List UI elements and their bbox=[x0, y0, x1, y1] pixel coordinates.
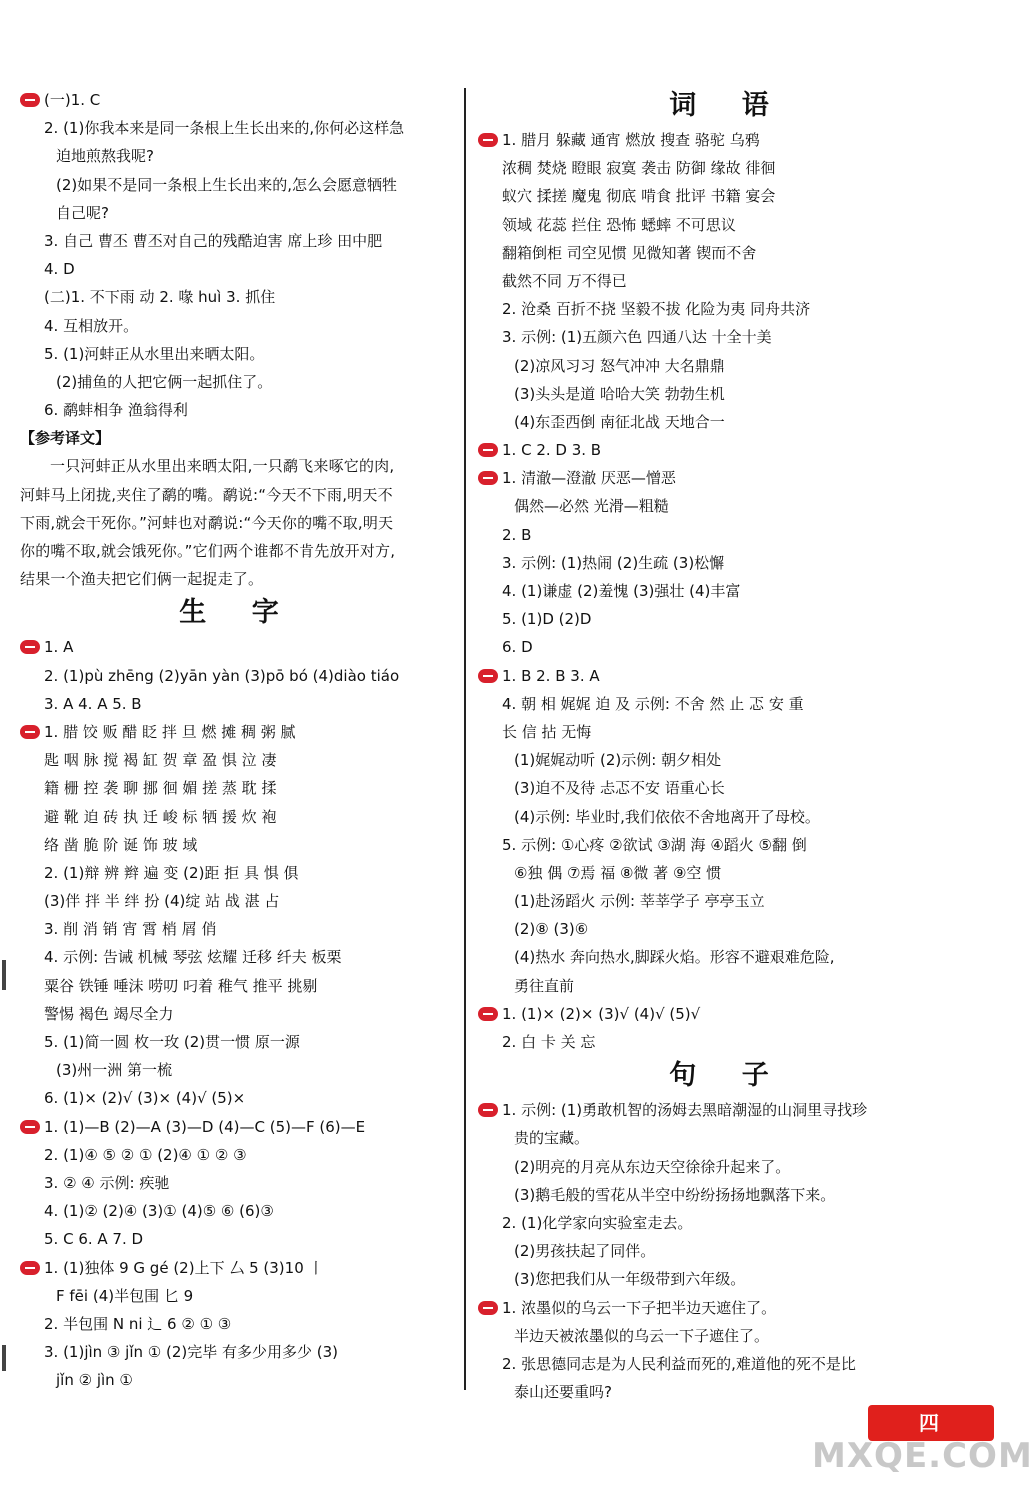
section-number-icon bbox=[20, 1261, 40, 1275]
right-column bbox=[478, 86, 978, 1406]
answer-section-line bbox=[478, 464, 978, 492]
answer-line bbox=[20, 1056, 456, 1084]
answer-line bbox=[20, 396, 456, 424]
section-number-icon bbox=[478, 1103, 498, 1117]
answer-line bbox=[20, 424, 456, 452]
section-number-icon bbox=[478, 1301, 498, 1315]
answer-text: 3. ② ④ 示例: 疾驰 bbox=[44, 1173, 170, 1192]
answer-line bbox=[20, 1197, 456, 1225]
section-number-icon bbox=[20, 1120, 40, 1134]
translation-line: 你的嘴不取,就会饿死你。”它们两个谁都不肯先放开对方, bbox=[20, 542, 396, 560]
answer-line bbox=[20, 1338, 456, 1366]
answer-text: 4. 朝 相 娓娓 迫 及 示例: 不舍 然 止 忑 安 重 bbox=[502, 694, 804, 713]
answer-section-line bbox=[478, 126, 978, 154]
section-number-icon bbox=[20, 725, 40, 739]
answer-text: 半边天被浓墨似的乌云一下子遮住了。 bbox=[514, 1326, 770, 1345]
answer-text: 偶然—必然 光滑—粗糙 bbox=[514, 497, 669, 516]
binding-mark bbox=[2, 960, 6, 990]
answer-text: 长 信 拈 无悔 bbox=[502, 722, 592, 741]
answer-line bbox=[20, 690, 456, 718]
answer-text: 2. (1)辩 辨 辫 遍 变 (2)距 拒 具 惧 俱 bbox=[44, 863, 299, 882]
answer-line bbox=[478, 1124, 978, 1152]
answer-text: (3)州一洲 第一梳 bbox=[56, 1061, 173, 1080]
answer-line bbox=[478, 352, 978, 380]
answer-text: 6. 鹬蚌相争 渔翁得利 bbox=[44, 401, 188, 420]
binding-mark bbox=[2, 1345, 6, 1371]
answer-line bbox=[20, 1000, 456, 1028]
translation-line: 下雨,就会干死你。”河蚌也对鹬说:“今天你的嘴不取,明天 bbox=[20, 513, 394, 532]
answer-text: (3)伴 拌 半 绊 扮 (4)绽 站 战 湛 占 bbox=[44, 892, 280, 911]
answer-text: 4. D bbox=[44, 260, 75, 279]
answer-text: (1)娓娓动听 (2)示例: 朝夕相处 bbox=[514, 751, 722, 770]
answer-text: jǐn ② jìn ① bbox=[56, 1371, 133, 1390]
answer-text: (1)赴汤蹈火 示例: 莘莘学子 亭亭玉立 bbox=[514, 892, 765, 911]
answer-line bbox=[478, 549, 978, 577]
answer-text: (4)示例: 毕业时,我们依依不舍地离开了母校。 bbox=[514, 807, 820, 826]
answer-line bbox=[20, 255, 456, 283]
answer-text: 2. B bbox=[502, 525, 532, 544]
answer-line bbox=[20, 972, 456, 1000]
answer-text: 4. (1)② (2)④ (3)① (4)⑤ ⑥ (6)③ bbox=[44, 1202, 274, 1221]
section-number-icon bbox=[478, 133, 498, 147]
watermark: MXQE.COM bbox=[812, 1436, 1033, 1476]
answer-text: 1. 腊月 躲藏 通宵 燃放 搜查 骆驼 乌鸦 bbox=[502, 131, 760, 149]
answer-line bbox=[20, 774, 456, 802]
answer-line bbox=[20, 1084, 456, 1112]
answer-text: 1. C 2. D 3. B bbox=[502, 441, 602, 460]
answer-line bbox=[20, 227, 456, 255]
answer-line bbox=[478, 408, 978, 436]
answer-text: 粟谷 铁锤 唾沫 唠叨 叼着 稚气 推平 挑剔 bbox=[44, 976, 318, 995]
answer-text: F fēi (4)半包围 匕 9 bbox=[56, 1286, 194, 1305]
answer-line bbox=[478, 746, 978, 774]
answer-text: 5. (1)D (2)D bbox=[502, 610, 592, 629]
answer-line bbox=[20, 114, 456, 142]
column-divider bbox=[464, 88, 466, 1390]
answer-line bbox=[20, 283, 456, 311]
section-number-icon bbox=[478, 443, 498, 457]
answer-text: (3)头头是道 哈哈大笑 勃勃生机 bbox=[514, 384, 725, 403]
answer-text: 【参考译文】 bbox=[20, 429, 111, 448]
answer-text: 1. 清澈—澄澈 厌恶—憎恶 bbox=[502, 469, 676, 488]
answer-line bbox=[478, 323, 978, 351]
answer-text: 迫地煎熬我呢? bbox=[56, 147, 154, 166]
answer-text: 截然不同 万不得已 bbox=[502, 271, 627, 290]
answer-line bbox=[478, 915, 978, 943]
answer-text: 2. 半包围 N ni 辶 6 ② ① ③ bbox=[44, 1314, 232, 1333]
answer-section-line bbox=[478, 1000, 978, 1028]
answer-line bbox=[20, 340, 456, 368]
answer-text: 2. (1)化学家向实验室走去。 bbox=[502, 1213, 693, 1232]
answer-text: 2. 白 卡 关 忘 bbox=[502, 1033, 596, 1051]
section-number-icon bbox=[478, 669, 498, 683]
answer-line bbox=[20, 915, 456, 943]
answer-line bbox=[478, 295, 978, 323]
answer-line bbox=[478, 1028, 978, 1056]
answer-line bbox=[478, 1350, 978, 1378]
answer-text: 2. (1)pù zhēng (2)yān yàn (3)pō bó (4)diào tiáo bbox=[44, 666, 400, 685]
answer-section-line bbox=[20, 1254, 456, 1282]
answer-text: 2. 沧桑 百折不挠 坚毅不拔 化险为夷 同舟共济 bbox=[502, 300, 811, 319]
answer-line bbox=[478, 492, 978, 520]
answer-line bbox=[478, 1237, 978, 1265]
answer-text: 2. (1)你我本来是同一条根上生长出来的,你何必这样急 bbox=[44, 119, 405, 138]
answer-text: 3. 示例: (1)五颜六色 四通八达 十全十美 bbox=[502, 328, 772, 347]
answer-text: 勇往直前 bbox=[514, 976, 575, 995]
answer-text: 5. C 6. A 7. D bbox=[44, 1230, 144, 1249]
answer-line bbox=[20, 1169, 456, 1197]
answer-text: (4)热水 奔向热水,脚踩火焰。形容不避艰难危险, bbox=[514, 948, 835, 967]
answer-section-line bbox=[478, 662, 978, 690]
answer-text: 2. (1)④ ⑤ ② ① (2)④ ① ② ③ bbox=[44, 1145, 247, 1164]
answer-text: 浓稠 焚烧 瞪眼 寂寞 袭击 防御 缘故 徘徊 bbox=[502, 159, 776, 178]
answer-text: 4. 互相放开。 bbox=[44, 316, 139, 335]
answer-line bbox=[20, 1282, 456, 1310]
answer-section-line bbox=[478, 436, 978, 464]
answer-section-line bbox=[20, 718, 456, 746]
answer-text: 贵的宝藏。 bbox=[514, 1129, 590, 1148]
answer-line bbox=[20, 1141, 456, 1169]
answer-line bbox=[20, 171, 456, 199]
answer-text: 1. 浓墨似的乌云一下子把半边天遮住了。 bbox=[502, 1298, 777, 1317]
answer-line bbox=[20, 1028, 456, 1056]
answer-text: (2)男孩扶起了同伴。 bbox=[514, 1242, 656, 1261]
answer-section-line bbox=[478, 1096, 978, 1124]
answer-line bbox=[478, 1265, 978, 1293]
answer-text: 1. 腊 饺 贩 醋 眨 拌 旦 燃 摊 稠 粥 腻 bbox=[44, 722, 296, 741]
answer-text: 1. 示例: (1)勇敢机智的汤姆去黑暗潮湿的山洞里寻找珍 bbox=[502, 1101, 868, 1120]
answer-line bbox=[20, 831, 456, 859]
answer-line bbox=[478, 887, 978, 915]
answer-text: (二)1. 不下雨 动 2. 喙 huì 3. 抓住 bbox=[44, 288, 276, 307]
answer-line bbox=[20, 1310, 456, 1338]
answer-line bbox=[20, 1366, 456, 1394]
answer-line bbox=[20, 368, 456, 396]
answer-line bbox=[20, 662, 456, 690]
answer-line bbox=[478, 239, 978, 267]
answer-text: 翻箱倒柜 司空见惯 见微知著 锲而不舍 bbox=[502, 243, 757, 262]
answer-line bbox=[20, 199, 456, 227]
section-number-icon bbox=[478, 471, 498, 485]
answer-text: 5. (1)河蚌正从水里出来晒太阳。 bbox=[44, 344, 265, 363]
answer-line bbox=[478, 803, 978, 831]
answer-text: 警惕 褐色 竭尽全力 bbox=[44, 1004, 174, 1023]
answer-line bbox=[478, 943, 978, 971]
answer-text: 6. (1)× (2)√ (3)× (4)√ (5)× bbox=[44, 1089, 246, 1108]
answer-line bbox=[478, 577, 978, 605]
answer-text: (2)捕鱼的人把它俩一起抓住了。 bbox=[56, 372, 273, 391]
answer-text: (2)凉风习习 怒气冲冲 大名鼎鼎 bbox=[514, 356, 725, 375]
answer-line bbox=[20, 746, 456, 774]
translation-line: 一只河蚌正从水里出来晒太阳,一只鹬飞来啄它的肉, bbox=[50, 457, 395, 476]
answer-line bbox=[20, 142, 456, 170]
answer-line bbox=[478, 1378, 978, 1406]
answer-line bbox=[478, 380, 978, 408]
answer-text: 蚁穴 揉搓 魔鬼 彻底 啃食 批评 书籍 宴会 bbox=[502, 187, 776, 206]
answer-text: (4)东歪西倒 南征北战 天地合一 bbox=[514, 412, 725, 431]
answer-line bbox=[478, 972, 978, 1000]
answer-text: (3)迫不及待 忐忑不安 语重心长 bbox=[514, 779, 725, 798]
answer-line bbox=[478, 690, 978, 718]
answer-line bbox=[478, 1153, 978, 1181]
answer-line bbox=[478, 211, 978, 239]
answer-text: 领域 花蕊 拦住 恐怖 蟋蟀 不可思议 bbox=[502, 215, 736, 234]
answer-text: (2)如果不是同一条根上生长出来的,怎么会愿意牺牲 bbox=[56, 175, 398, 194]
answer-text: 4. 示例: 告诫 机械 琴弦 炫耀 迁移 纤夫 板栗 bbox=[44, 948, 342, 967]
answer-line bbox=[478, 521, 978, 549]
left-column bbox=[20, 86, 456, 1394]
answer-text: 5. 示例: ①心疼 ②欲试 ③湖 海 ④蹈火 ⑤翻 倒 bbox=[502, 835, 807, 854]
answer-text: 1. (1)× (2)× (3)√ (4)√ (5)√ bbox=[502, 1004, 701, 1023]
answer-text: 2. 张思德同志是为人民利益而死的,难道他的死不是比 bbox=[502, 1354, 856, 1373]
section-heading: 词 语 bbox=[669, 90, 787, 121]
answer-section-line bbox=[478, 1294, 978, 1322]
answer-text: 籍 栅 控 袭 聊 挪 徊 媚 搓 蒸 耽 揉 bbox=[44, 779, 277, 798]
answer-text: (3)鹅毛般的雪花从半空中纷纷扬扬地飘落下来。 bbox=[514, 1185, 836, 1204]
answer-text: 1. (1)独体 9 G gé (2)上下 厶 5 (3)10 丨 bbox=[44, 1258, 324, 1277]
section-number-icon bbox=[20, 640, 40, 654]
answer-section-line bbox=[20, 633, 456, 661]
answer-line bbox=[478, 605, 978, 633]
answer-text: 避 靴 迫 砖 执 迁 峻 标 牺 援 炊 袍 bbox=[44, 807, 277, 826]
answer-line bbox=[478, 154, 978, 182]
answer-text: 匙 咽 脉 搅 褐 缸 贺 章 盈 惧 泣 凄 bbox=[44, 751, 277, 770]
section-number-icon bbox=[478, 1007, 498, 1021]
answer-line bbox=[20, 312, 456, 340]
answer-text: (一)1. C bbox=[44, 91, 101, 109]
answer-line bbox=[20, 859, 456, 887]
answer-text: 自己呢? bbox=[56, 203, 109, 222]
answer-line bbox=[20, 887, 456, 915]
section-number-icon bbox=[20, 93, 40, 107]
section-heading: 生 字 bbox=[179, 597, 297, 629]
answer-line bbox=[478, 774, 978, 802]
answer-text: 1. B 2. B 3. A bbox=[502, 666, 600, 685]
answer-text: 络 凿 脆 阶 诞 饰 玻 域 bbox=[44, 835, 198, 854]
translation-line: 结果一个渔夫把它们俩一起捉走了。 bbox=[20, 570, 264, 589]
answer-section-line bbox=[20, 1113, 456, 1141]
answer-text: 3. (1)jìn ③ jǐn ① (2)完毕 有多少用多少 (3) bbox=[44, 1343, 339, 1362]
answer-text: ⑥独 偶 ⑦焉 福 ⑧微 著 ⑨空 惯 bbox=[514, 863, 722, 882]
answer-text: 泰山还要重吗? bbox=[514, 1383, 612, 1402]
answer-text: (3)您把我们从一年级带到六年级。 bbox=[514, 1270, 746, 1289]
answer-text: 6. D bbox=[502, 638, 533, 657]
answer-text: 5. (1)简一圆 枚一玫 (2)贯一惯 原一源 bbox=[44, 1033, 300, 1051]
answer-line bbox=[478, 182, 978, 210]
answer-section-line bbox=[20, 86, 456, 114]
answer-text: 3. 削 消 销 宵 霄 梢 屑 俏 bbox=[44, 920, 217, 939]
answer-text: 1. A bbox=[44, 638, 74, 657]
answer-line bbox=[478, 1322, 978, 1350]
answer-line bbox=[478, 1209, 978, 1237]
translation-line: 河蚌马上闭拢,夹住了鹬的嘴。鹬说:“今天不下雨,明天不 bbox=[20, 485, 393, 504]
page-number: 四 bbox=[919, 1411, 943, 1435]
answer-text: 4. (1)谦虚 (2)羞愧 (3)强壮 (4)丰富 bbox=[502, 582, 741, 600]
answer-text: 3. A 4. A 5. B bbox=[44, 694, 142, 713]
section-heading: 句 子 bbox=[669, 1060, 787, 1092]
answer-line bbox=[478, 718, 978, 746]
answer-text: 1. (1)—B (2)—A (3)—D (4)—C (5)—F (6)—E bbox=[44, 1117, 366, 1136]
answer-line bbox=[20, 803, 456, 831]
answer-line bbox=[20, 1225, 456, 1253]
answer-text: 3. 示例: (1)热闹 (2)生疏 (3)松懈 bbox=[502, 553, 725, 572]
answer-line bbox=[20, 943, 456, 971]
answer-text: (2)⑧ (3)⑥ bbox=[514, 920, 589, 939]
answer-line bbox=[478, 831, 978, 859]
answer-line bbox=[478, 859, 978, 887]
answer-text: (2)明亮的月亮从东边天空徐徐升起来了。 bbox=[514, 1157, 791, 1176]
answer-text: 3. 自己 曹丕 曹丕对自己的残酷迫害 席上珍 田中肥 bbox=[44, 231, 383, 250]
answer-line bbox=[478, 267, 978, 295]
answer-line bbox=[478, 1181, 978, 1209]
answer-line bbox=[478, 633, 978, 661]
